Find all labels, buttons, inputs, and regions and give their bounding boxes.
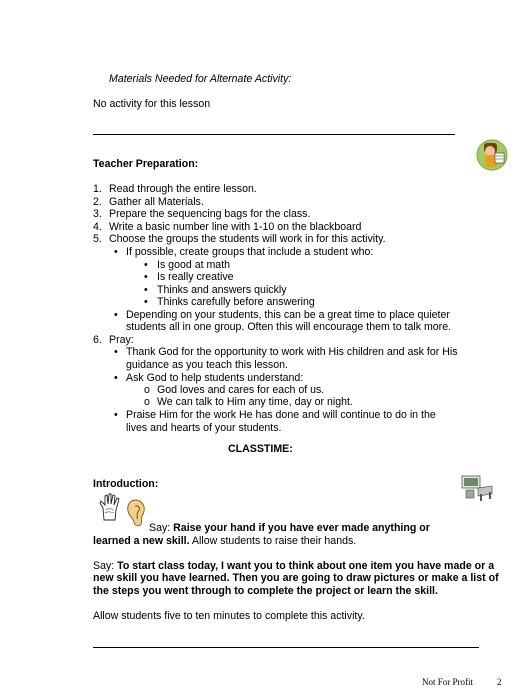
hand-icon	[97, 492, 123, 522]
student-trait: Thinks and answers quickly	[157, 284, 287, 296]
ear-icon	[125, 498, 147, 528]
footer-text: Not For Profit	[422, 677, 474, 687]
prep-step: Pray:	[109, 334, 134, 346]
prep-bullet: Ask God to help students understand:	[126, 372, 304, 384]
prep-step: Read through the entire lesson.	[109, 183, 257, 195]
say2-line-1	[93, 560, 494, 573]
say-rest: Allow students to raise their hands.	[189, 535, 357, 547]
prep-bullet-cont: lives and hearts of your students.	[126, 422, 282, 434]
prep-step: Choose the groups the students will work in for this activity.	[109, 233, 386, 245]
say-bold: Raise your hand if you have ever made anything or	[173, 522, 430, 534]
say-label: Say:	[149, 522, 174, 534]
classroom-icon	[460, 472, 494, 502]
step-number: 4.	[93, 221, 102, 233]
step-number: 1.	[93, 183, 102, 195]
step-number: 3.	[93, 208, 102, 220]
say-line-1	[149, 522, 430, 535]
student-trait: Thinks carefully before answering	[157, 296, 315, 308]
say-line-2	[93, 535, 356, 548]
prep-bullet-cont: guidance as you teach this lesson.	[126, 359, 288, 371]
understand-item: God loves and cares for each of us.	[157, 384, 325, 396]
understand-item: We can talk to Him any time, day or night.	[157, 396, 353, 408]
bullet: •	[114, 309, 118, 321]
prep-bullet: If possible, create groups that include a student who:	[126, 246, 374, 258]
materials-text: No activity for this lesson	[93, 98, 211, 110]
bullet: •	[114, 246, 118, 258]
bullet: •	[144, 259, 148, 271]
circle-bullet: o	[144, 396, 150, 408]
prep-step: Gather all Materials.	[109, 196, 204, 208]
say2-line-2: new skill you have learned. Then you are going to draw pictures or make a list of	[93, 572, 499, 584]
prep-step: Write a basic number line with 1-10 on the blackboard	[109, 221, 362, 233]
materials-heading: Materials Needed for Alternate Activity:	[109, 73, 292, 85]
bullet: •	[144, 296, 148, 308]
allow-text: Allow students five to ten minutes to complete this activity.	[93, 610, 365, 622]
divider-top	[93, 134, 455, 135]
bullet: •	[144, 284, 148, 296]
prep-heading: Teacher Preparation:	[93, 158, 199, 170]
prep-step: Prepare the sequencing bags for the class.	[109, 208, 311, 220]
bullet: •	[114, 409, 118, 421]
teacher-icon	[475, 137, 509, 173]
circle-bullet: o	[144, 384, 150, 396]
bullet: •	[114, 346, 118, 358]
student-trait: Is really creative	[157, 271, 234, 283]
prep-bullet: Praise Him for the work He has done and will continue to do in the	[126, 409, 436, 421]
step-number: 6.	[93, 334, 102, 346]
bullet: •	[144, 271, 148, 283]
step-number: 2.	[93, 196, 102, 208]
prep-bullet-cont: students all in one group. Often this will encourage them to talk more.	[126, 321, 452, 333]
bullet: •	[114, 372, 118, 384]
student-trait: Is good at math	[157, 259, 231, 271]
intro-heading: Introduction:	[93, 478, 159, 490]
say2-bold-1: To start class today, I want you to think about one item you have made or a	[117, 560, 495, 572]
step-number: 5.	[93, 233, 102, 245]
say2-label: Say:	[93, 560, 118, 572]
prep-bullet: Depending on your students, this can be a great time to place quieter	[126, 309, 450, 321]
page-number: 2	[497, 677, 502, 687]
prep-bullet: Thank God for the opportunity to work with His children and ask for His	[126, 346, 458, 358]
classtime-heading: CLASSTIME:	[228, 443, 293, 455]
say2-line-3: the steps you went through to complete the project or learn the skill.	[93, 585, 438, 597]
say-bold-2: learned a new skill.	[93, 535, 190, 547]
footer-rule	[93, 647, 479, 648]
